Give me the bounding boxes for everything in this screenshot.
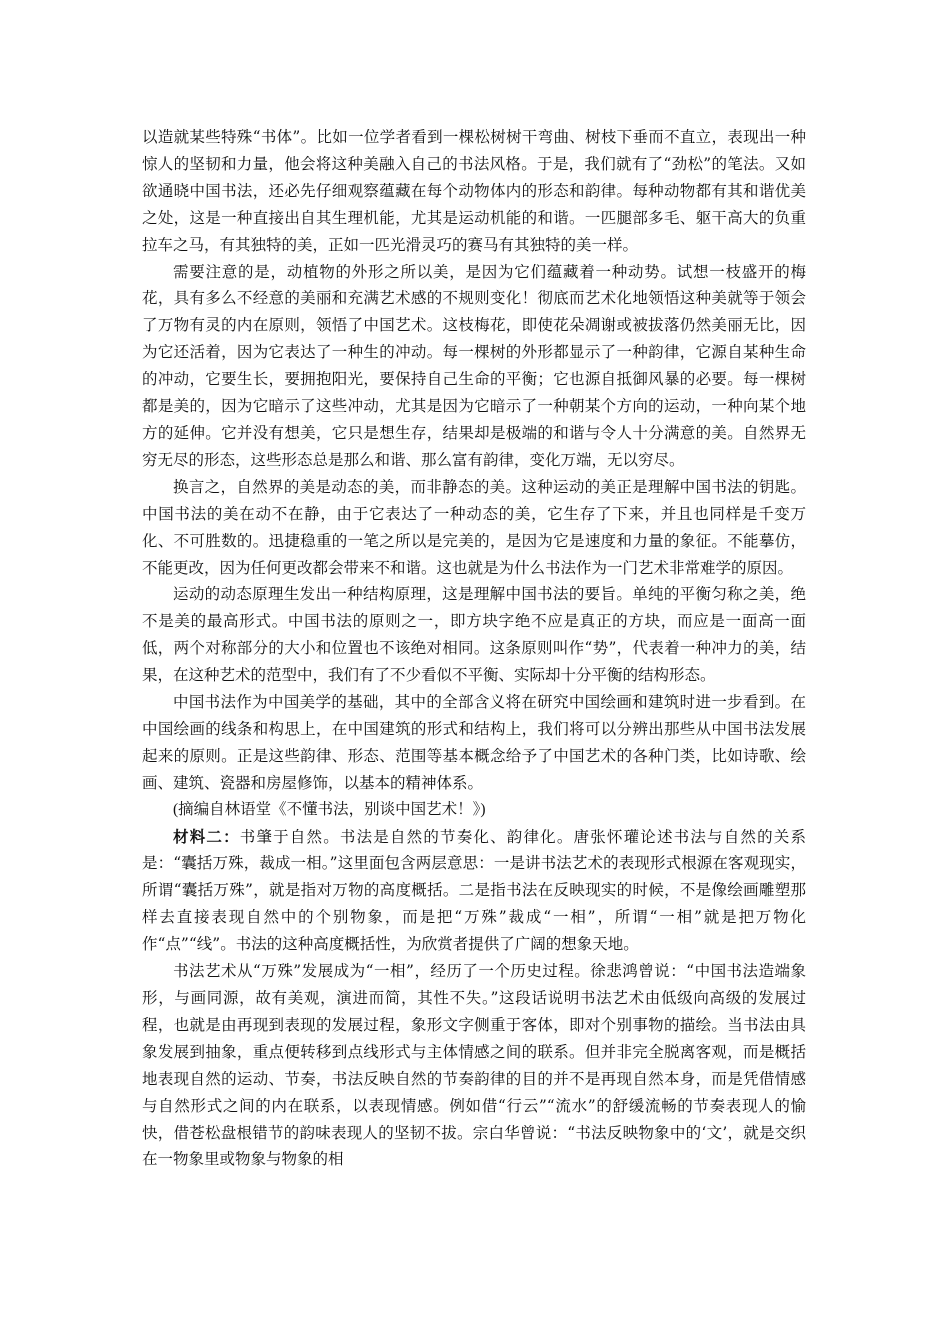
paragraph-dynamic-form: 需要注意的是，动植物的外形之所以美，是因为它们蕴藏着一种动势。试想一枝盛开的梅花，具有多么不经意的美丽和充满艺术感的不规则变化！彻底而艺术化地领悟这种美就等于领会了万物有灵的内在原则，领悟了中国艺术。这枝梅花，即使花朵凋谢或被拔落仍然美丽无比，因为它还活着，因为它表达了一种生的冲动。每一棵树的外形都显示了一种韵律，它源自某种生命的冲动，它要生长，要拥抱阳光，要保持自己生命的平衡；它也源自抵御风暴的必要。每一棵树都是美的，因为它暗示了这些冲动，尤其是因为它暗示了一种朝某个方向的运动，一种向某个地方的延伸。它并没有想美，它只是想生存，结果却是极端的和谐与令人十分满意的美。自然界无穷无尽的形态，这些形态总是那么和谐、那么富有韵律，变化万端，无以穷尽。 <box>142 262 806 469</box>
paragraph-material-two <box>142 824 806 959</box>
paragraph-history-process: 书法艺术从“万殊”发展成为“一相”，经历了一个历史过程。徐悲鸿曾说：“中国书法造端象形，与画同源，故有美观，演进而简，其性不失。”这段话说明书法艺术由低级向高级的发展过程，也就是由再现到表现的发展过程，象形文字侧重于客体，即对个别事物的描绘。当书法由具象发展到抽象，重点便转移到点线形式与主体情感之间的联系。但并非完全脱离客观，而是概括地表现自然的运动、节奏，书法反映自然的节奏韵律的目的并不是再现自然本身，而是凭借情感与自然形式之间的内在联系，以表现情感。例如借“行云”“流水”的舒缓流畅的节奏表现人的愉快，借苍松盘根错节的韵味表现人的坚韧不拔。宗白华曾说：“书法反映物象中的‘文’，就是交织在一物象里或物象与物象的相 <box>142 962 806 1169</box>
paragraph-aesthetic-foundation: 中国书法作为中国美学的基础，其中的全部含义将在研究中国绘画和建筑时进一步看到。在中国绘画的线条和构思上，在中国建筑的形式和结构上，我们将可以分辨出那些从中国书法发展起来的原则。正是这些韵律、形态、范围等基本概念给予了中国艺术的各种门类，比如诗歌、绘画、建筑、瓷器和房屋修饰，以基本的精神体系。 <box>142 693 806 792</box>
material-two-text: 书肇于自然。书法是自然的节奏化、韵律化。唐张怀瓘论述书法与自然的关系是：“囊括万殊，裁成一相。”这里面包含两层意思：一是讲书法艺术的表现形式根源在客观现实，所谓“囊括万殊”，就是指对万物的高度概括。二是指书法在反映现实的时候，不是像绘画雕塑那样去直接表现自然中的个别物象，而是把“万殊”裁成“一相”，所谓“一相”就是把万物化作“点”“线”。书法的这种高度概括性，为欣赏者提供了广阔的想象天地。 <box>142 827 806 954</box>
material-two-label: 材料二： <box>173 826 240 846</box>
paragraph-continued: 以造就某些特殊“书体”。比如一位学者看到一棵松树树干弯曲、树枝下垂而不直立，表现出一种惊人的坚韧和力量，他会将这种美融入自己的书法风格。于是，我们就有了“劲松”的笔法。又如欲通晓中国书法，还必先仔细观察蕴藏在每个动物体内的形态和韵律。每种动物都有其和谐优美之处，这是一种直接出自其生理机能，尤其是运动机能的和谐。一匹腿部多毛、躯干高大的负重拉车之马，有其独特的美，正如一匹光滑灵巧的赛马有其独特的美一样。 <box>142 128 806 254</box>
source-citation: (摘编自林语堂《不懂书法，别谈中国艺术！》) <box>173 800 486 818</box>
paragraph-structure-principle: 运动的动态原理生发出一种结构原理，这是理解中国书法的要旨。单纯的平衡匀称之美，绝不是美的最高形式。中国书法的原则之一，即方块字绝不应是真正的方块，而应是一面高一面低，两个对称部分的大小和位置也不该绝对相同。这条原则叫作“势”，代表着一种冲力的美，结果，在这种艺术的范型中，我们有了不少看似不平衡、实际却十分平衡的结构形态。 <box>142 585 806 685</box>
paragraph-motion-key: 换言之，自然界的美是动态的美，而非静态的美。这种运动的美正是理解中国书法的钥匙。中国书法的美在动不在静，由于它表达了一种动态的美，它生存了下来，并且也同样是千变万化、不可胜数的。迅捷稳重的一笔之所以是完美的，是因为它是速度和力量的象征。不能摹仿，不能更改，因为任何更改都会带来不和谐。这也就是为什么书法作为一门艺术非常难学的原因。 <box>142 477 806 577</box>
document-page <box>142 124 806 1173</box>
